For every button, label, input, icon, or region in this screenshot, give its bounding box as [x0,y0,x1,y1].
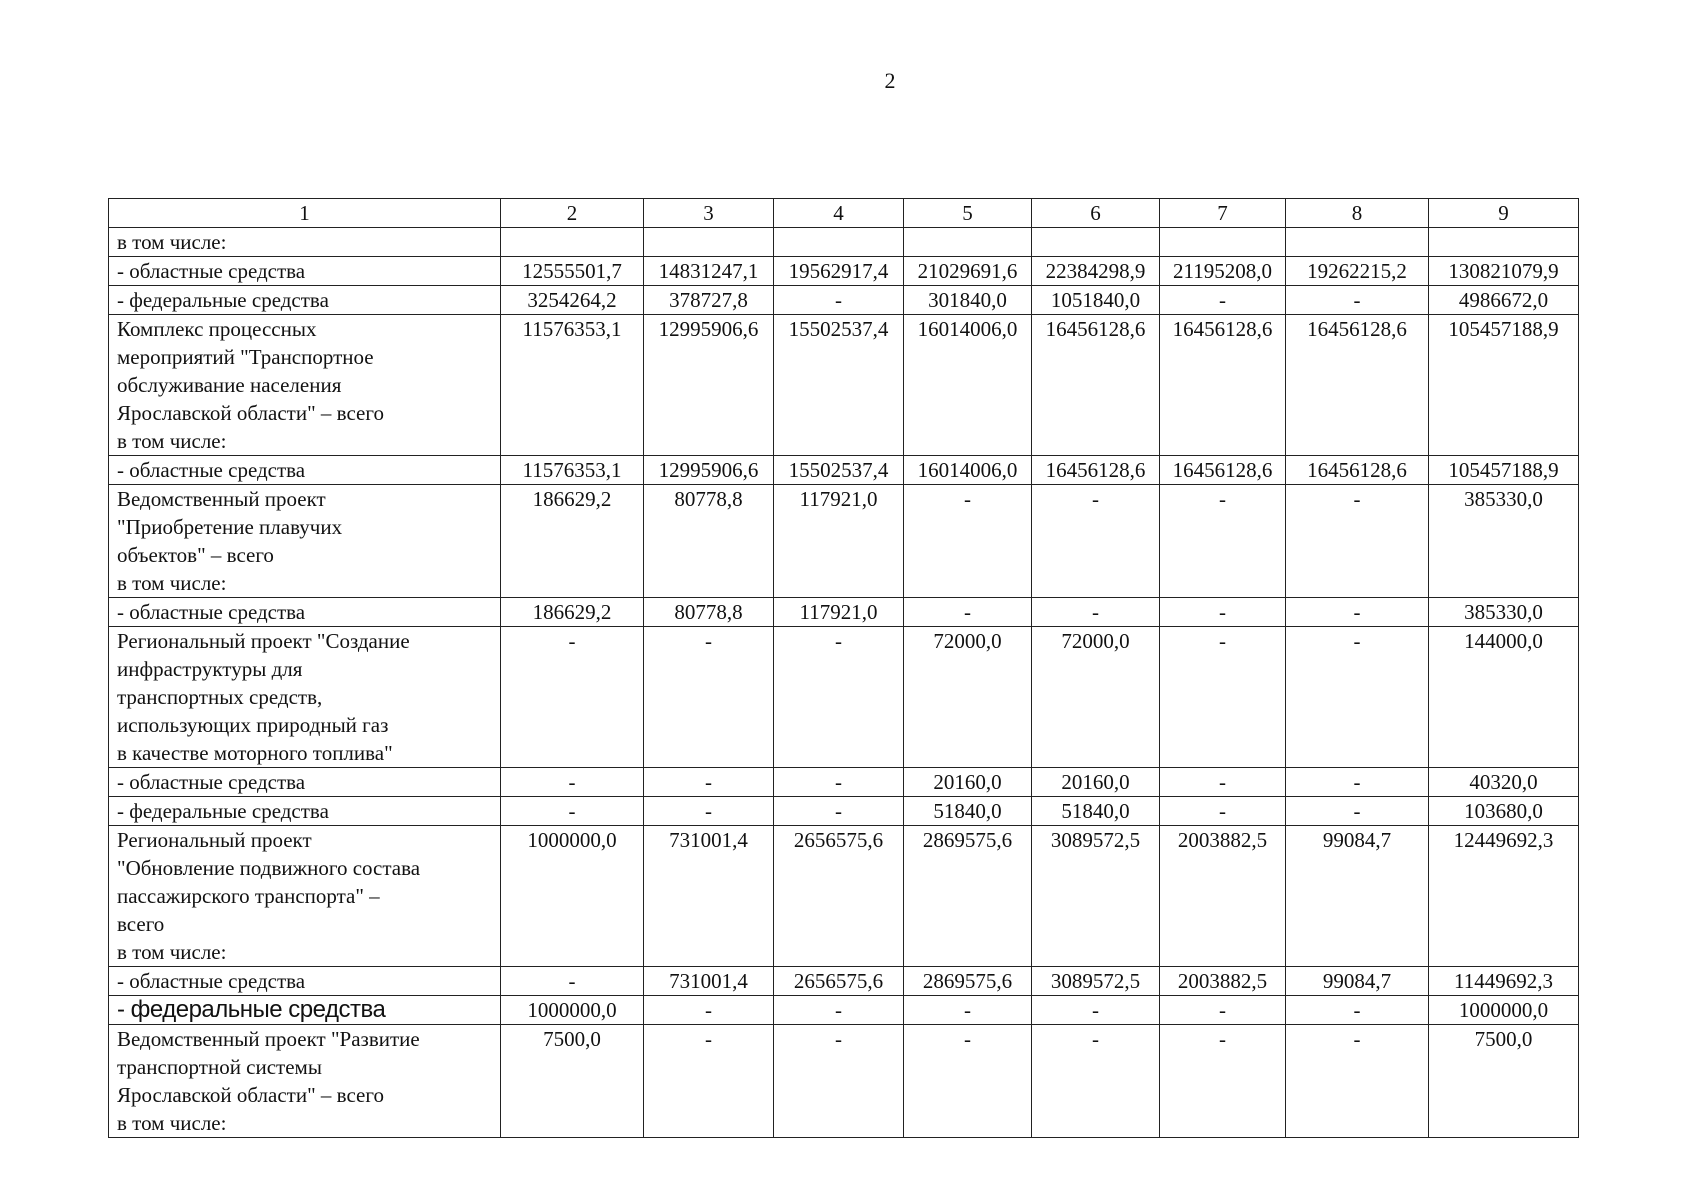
value-cell: 72000,0 [1032,627,1160,768]
value-cell: - [1160,797,1286,826]
column-number-9: 9 [1429,199,1579,228]
value-cell: - [1032,598,1160,627]
value-cell: - [1160,768,1286,797]
value-cell: 22384298,9 [1032,257,1160,286]
value-cell: 80778,8 [644,485,774,598]
value-cell: 105457188,9 [1429,456,1579,485]
value-cell: 2656575,6 [774,826,904,967]
value-cell: 21195208,0 [1160,257,1286,286]
value-cell: - [1160,996,1286,1025]
value-cell: 301840,0 [904,286,1032,315]
value-cell: 14831247,1 [644,257,774,286]
value-cell: 1000000,0 [501,996,644,1025]
column-number-6: 6 [1032,199,1160,228]
value-cell: 2869575,6 [904,967,1032,996]
value-cell: - [904,598,1032,627]
table-row [109,598,1579,627]
value-cell: 40320,0 [1429,768,1579,797]
value-cell: 16456128,6 [1160,456,1286,485]
value-cell: - [644,797,774,826]
value-cell [501,228,644,257]
column-number-1: 1 [109,199,501,228]
value-cell: 731001,4 [644,967,774,996]
row-label: - областные средства [109,768,501,797]
value-cell: 16456128,6 [1286,315,1429,456]
value-cell: 11449692,3 [1429,967,1579,996]
column-number-8: 8 [1286,199,1429,228]
value-cell: - [1160,485,1286,598]
value-cell: 186629,2 [501,485,644,598]
value-cell: - [1286,627,1429,768]
table-row [109,768,1579,797]
value-cell: - [774,996,904,1025]
value-cell: 385330,0 [1429,485,1579,598]
value-cell [1032,228,1160,257]
table-row [109,967,1579,996]
row-label: Ведомственный проект "Развитие транспортной системы Ярославской области" – всего в том числе: [109,1025,501,1138]
value-cell: 4986672,0 [1429,286,1579,315]
value-cell: 117921,0 [774,485,904,598]
row-label: - областные средства [109,257,501,286]
value-cell: 19262215,2 [1286,257,1429,286]
value-cell: 99084,7 [1286,967,1429,996]
value-cell: 3254264,2 [501,286,644,315]
row-label: Региональный проект "Создание инфраструктуры для транспортных средств, использующих природный газ в качестве моторного топлива" [109,627,501,768]
value-cell: 385330,0 [1429,598,1579,627]
value-cell [1429,228,1579,257]
value-cell: - [1286,1025,1429,1138]
value-cell: 51840,0 [904,797,1032,826]
table-row [109,485,1579,598]
table-body [109,199,1579,1138]
value-cell [1160,228,1286,257]
value-cell: 11576353,1 [501,315,644,456]
value-cell: - [904,485,1032,598]
value-cell: - [644,996,774,1025]
value-cell: - [501,967,644,996]
value-cell: - [501,797,644,826]
value-cell: 16456128,6 [1160,315,1286,456]
value-cell: 2003882,5 [1160,967,1286,996]
value-cell: 1000000,0 [1429,996,1579,1025]
value-cell: 51840,0 [1032,797,1160,826]
row-label: - областные средства [109,456,501,485]
column-number-2: 2 [501,199,644,228]
value-cell: 72000,0 [904,627,1032,768]
value-cell: 11576353,1 [501,456,644,485]
value-cell: - [1286,996,1429,1025]
value-cell: 21029691,6 [904,257,1032,286]
value-cell: - [644,768,774,797]
table-row [109,286,1579,315]
value-cell [1286,228,1429,257]
value-cell: - [644,1025,774,1138]
table-header-row [109,199,1579,228]
table-row [109,315,1579,456]
value-cell: 80778,8 [644,598,774,627]
value-cell [644,228,774,257]
value-cell: - [774,768,904,797]
value-cell: 3089572,5 [1032,967,1160,996]
value-cell: 20160,0 [1032,768,1160,797]
value-cell: 7500,0 [501,1025,644,1138]
table-row [109,797,1579,826]
column-number-5: 5 [904,199,1032,228]
value-cell: 2003882,5 [1160,826,1286,967]
value-cell: - [1286,598,1429,627]
value-cell: 12555501,7 [501,257,644,286]
column-number-3: 3 [644,199,774,228]
value-cell: 144000,0 [1429,627,1579,768]
value-cell: 186629,2 [501,598,644,627]
value-cell: 16456128,6 [1032,456,1160,485]
value-cell: - [501,627,644,768]
value-cell: 20160,0 [904,768,1032,797]
value-cell: 19562917,4 [774,257,904,286]
row-label: - областные средства [109,967,501,996]
table-row [109,228,1579,257]
value-cell: - [904,996,1032,1025]
row-label: Ведомственный проект "Приобретение плавучих объектов" – всего в том числе: [109,485,501,598]
row-label: - областные средства [109,598,501,627]
funding-table [108,198,1579,1138]
value-cell: 16456128,6 [1286,456,1429,485]
value-cell: 16014006,0 [904,456,1032,485]
value-cell: 16456128,6 [1032,315,1160,456]
value-cell: 378727,8 [644,286,774,315]
row-label: - федеральные средства [109,797,501,826]
value-cell: - [1286,768,1429,797]
row-label: в том числе: [109,228,501,257]
row-label: Комплекс процессных мероприятий "Транспортное обслуживание населения Ярославской области" – всего в том числе: [109,315,501,456]
value-cell: - [1160,286,1286,315]
column-number-4: 4 [774,199,904,228]
value-cell: 16014006,0 [904,315,1032,456]
value-cell: 15502537,4 [774,456,904,485]
table-row [109,627,1579,768]
value-cell: 3089572,5 [1032,826,1160,967]
value-cell: 1051840,0 [1032,286,1160,315]
value-cell: 2869575,6 [904,826,1032,967]
value-cell: - [774,286,904,315]
value-cell: 12449692,3 [1429,826,1579,967]
value-cell [774,228,904,257]
value-cell: - [1286,286,1429,315]
value-cell: 731001,4 [644,826,774,967]
value-cell: - [904,1025,1032,1138]
value-cell: 7500,0 [1429,1025,1579,1138]
value-cell: 105457188,9 [1429,315,1579,456]
value-cell: 12995906,6 [644,315,774,456]
value-cell: - [1032,1025,1160,1138]
value-cell: - [774,797,904,826]
table-row [109,1025,1579,1138]
value-cell: 2656575,6 [774,967,904,996]
table-row [109,456,1579,485]
value-cell: - [501,768,644,797]
value-cell: 1000000,0 [501,826,644,967]
value-cell: - [1160,598,1286,627]
value-cell: - [1032,996,1160,1025]
value-cell: - [1032,485,1160,598]
row-label: Региональный проект "Обновление подвижного состава пассажирского транспорта" – всего в том числе: [109,826,501,967]
row-label: - федеральные средства [109,286,501,315]
row-label: - федеральные средства [109,996,501,1025]
table-row [109,996,1579,1025]
page-number: 2 [884,68,896,93]
value-cell: 12995906,6 [644,456,774,485]
value-cell: 15502537,4 [774,315,904,456]
value-cell: - [1286,797,1429,826]
value-cell: - [1160,627,1286,768]
value-cell: - [774,1025,904,1138]
value-cell: 130821079,9 [1429,257,1579,286]
table-row [109,826,1579,967]
value-cell: - [1160,1025,1286,1138]
column-number-7: 7 [1160,199,1286,228]
value-cell: 99084,7 [1286,826,1429,967]
value-cell: - [774,627,904,768]
value-cell [904,228,1032,257]
value-cell: - [1286,485,1429,598]
value-cell: 103680,0 [1429,797,1579,826]
value-cell: - [644,627,774,768]
table-row [109,257,1579,286]
value-cell: 117921,0 [774,598,904,627]
